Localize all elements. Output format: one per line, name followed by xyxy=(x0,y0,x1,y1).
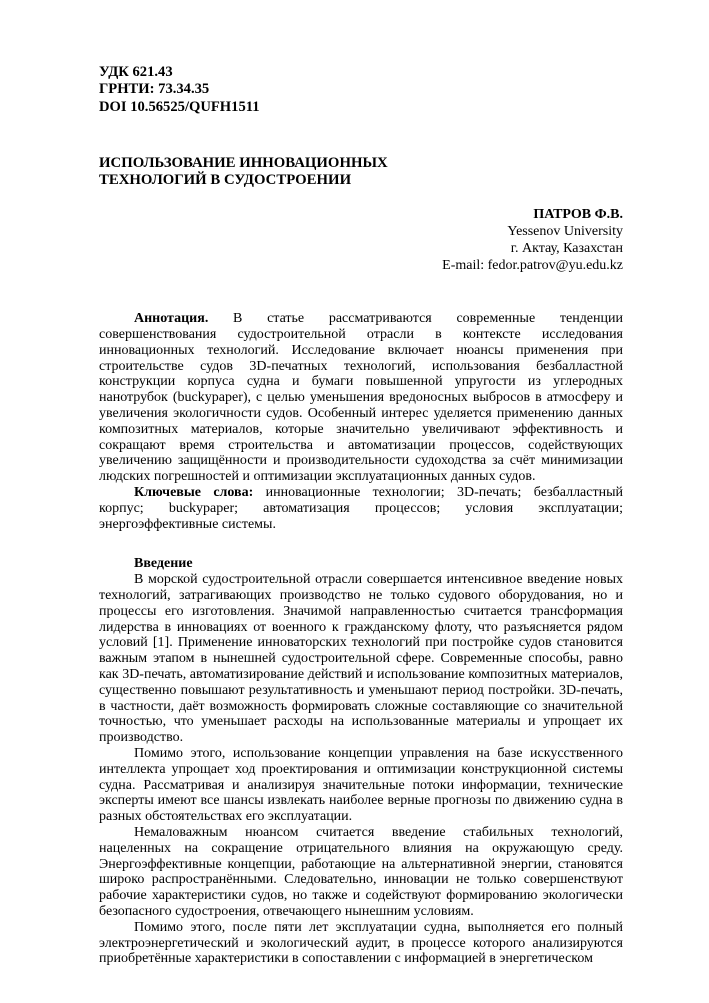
intro-paragraph-1: В морской судостроительной отрасли совершается интенсивное введение новых технологий, затрагивающих производство не только судового оборудования, но и процессы его изготовления. Значимой направленностью считается трансформация лидерства в инновациях от военного к гражданскому флоту, что разъясняется рядом условий [1]. Применение инноваторских технологий при постройке судов становится важным этапом в нынешней судостроительной сфере. Современные способы, равно как 3D-печать, автоматизирование действий и использование композитных материалов, существенно повышают результативность и уменьшают период постройки. 3D-печать, в частности, даёт возможность формировать сложные составляющие со значительной точностью, что уменьшает расходы на использованные материалы и упрощает их производство. xyxy=(99,572,623,746)
keywords-paragraph xyxy=(99,485,623,532)
introduction-section xyxy=(99,572,623,967)
abstract-paragraph xyxy=(99,311,623,485)
udc-line: УДК 621.43 xyxy=(99,64,173,80)
grnti-line: ГРНТИ: 73.34.35 xyxy=(99,81,210,98)
author-name: ПАТРОВ Ф.В. xyxy=(533,207,623,223)
abstract-label: Аннотация. xyxy=(134,311,209,327)
keywords-text: инновационные технологии; 3D-печать; безбалластный корпус; buckypaper; автоматизация процессов; условия эксплуатации; энергоэффективные системы. xyxy=(99,485,623,532)
paper-title-line-2: ТЕХНОЛОГИЙ В СУДОСТРОЕНИИ xyxy=(99,172,352,189)
paper-title-line-1: ИСПОЛЬЗОВАНИЕ ИННОВАЦИОННЫХ xyxy=(99,154,388,171)
article-meta xyxy=(99,64,623,116)
author-block xyxy=(99,206,623,274)
keywords-label: Ключевые слова: xyxy=(134,485,254,501)
intro-paragraph-3: Немаловажным нюансом считается введение стабильных технологий, нацеленных на сокращение отрицательного влияния на окружающую среду. Энергоэффективные концепции, работающие на альтернативной энергии, становятся широко распространёнными. Следовательно, инновации не только совершенствуют рабочие характеристики судов, но также и содействуют формированию экологически безопасного судостроения, отвечающего нынешним условиям. xyxy=(99,825,623,919)
intro-paragraph-2: Помимо этого, использование концепции управления на базе искусственного интеллекта упрощает ход проектирования и оптимизации конструкционной системы судна. Рассматривая и анализируя значительные потоки информации, технические эксперты имеют все шансы извлекать наиболее верные прогнозы по движению судна в разных обстоятельствах его эксплуатации. xyxy=(99,746,623,825)
introduction-heading: Введение xyxy=(134,556,193,572)
author-affiliation: Yessenov University xyxy=(507,224,623,240)
paper-title xyxy=(99,155,623,189)
intro-paragraph-4: Помимо этого, после пяти лет эксплуатации судна, выполняется его полный электроэнергетический и экологический аудит, в процессе которого анализируются приобретённые характеристики в сопоставлении с информацией в энергетическом xyxy=(99,919,623,967)
author-city: г. Актау, Казахстан xyxy=(510,241,623,257)
doi-line: DOI 10.56525/QUFH1511 xyxy=(99,98,260,115)
author-email: E-mail: fedor.patrov@yu.edu.kz xyxy=(442,258,623,274)
abstract-text: В статье рассматриваются современные тенденции совершенствования судостроительной отрасли в контексте исследования инновационных технологий. Исследование включает нюансы применения при строительстве судов 3D-печатных технологий, использования безбалластной конструкции корпуса судна и бумаги повышенной упругости из углеродных нанотрубок (buckypaper), с целью уменьшения вредоносных выбросов в атмосферу и увеличения экологичности судов. Особенный интерес уделяется применению данных композитных материалов, которые значительно увеличивают эффективность и сокращают время строительства и автоматизации процессов, содействующих увеличению защищённости и производительности судоходства за счёт минимизации людских погрешностей и оптимизации эксплуатационных данных судов. xyxy=(99,311,623,485)
abstract-keywords-section xyxy=(99,311,623,532)
